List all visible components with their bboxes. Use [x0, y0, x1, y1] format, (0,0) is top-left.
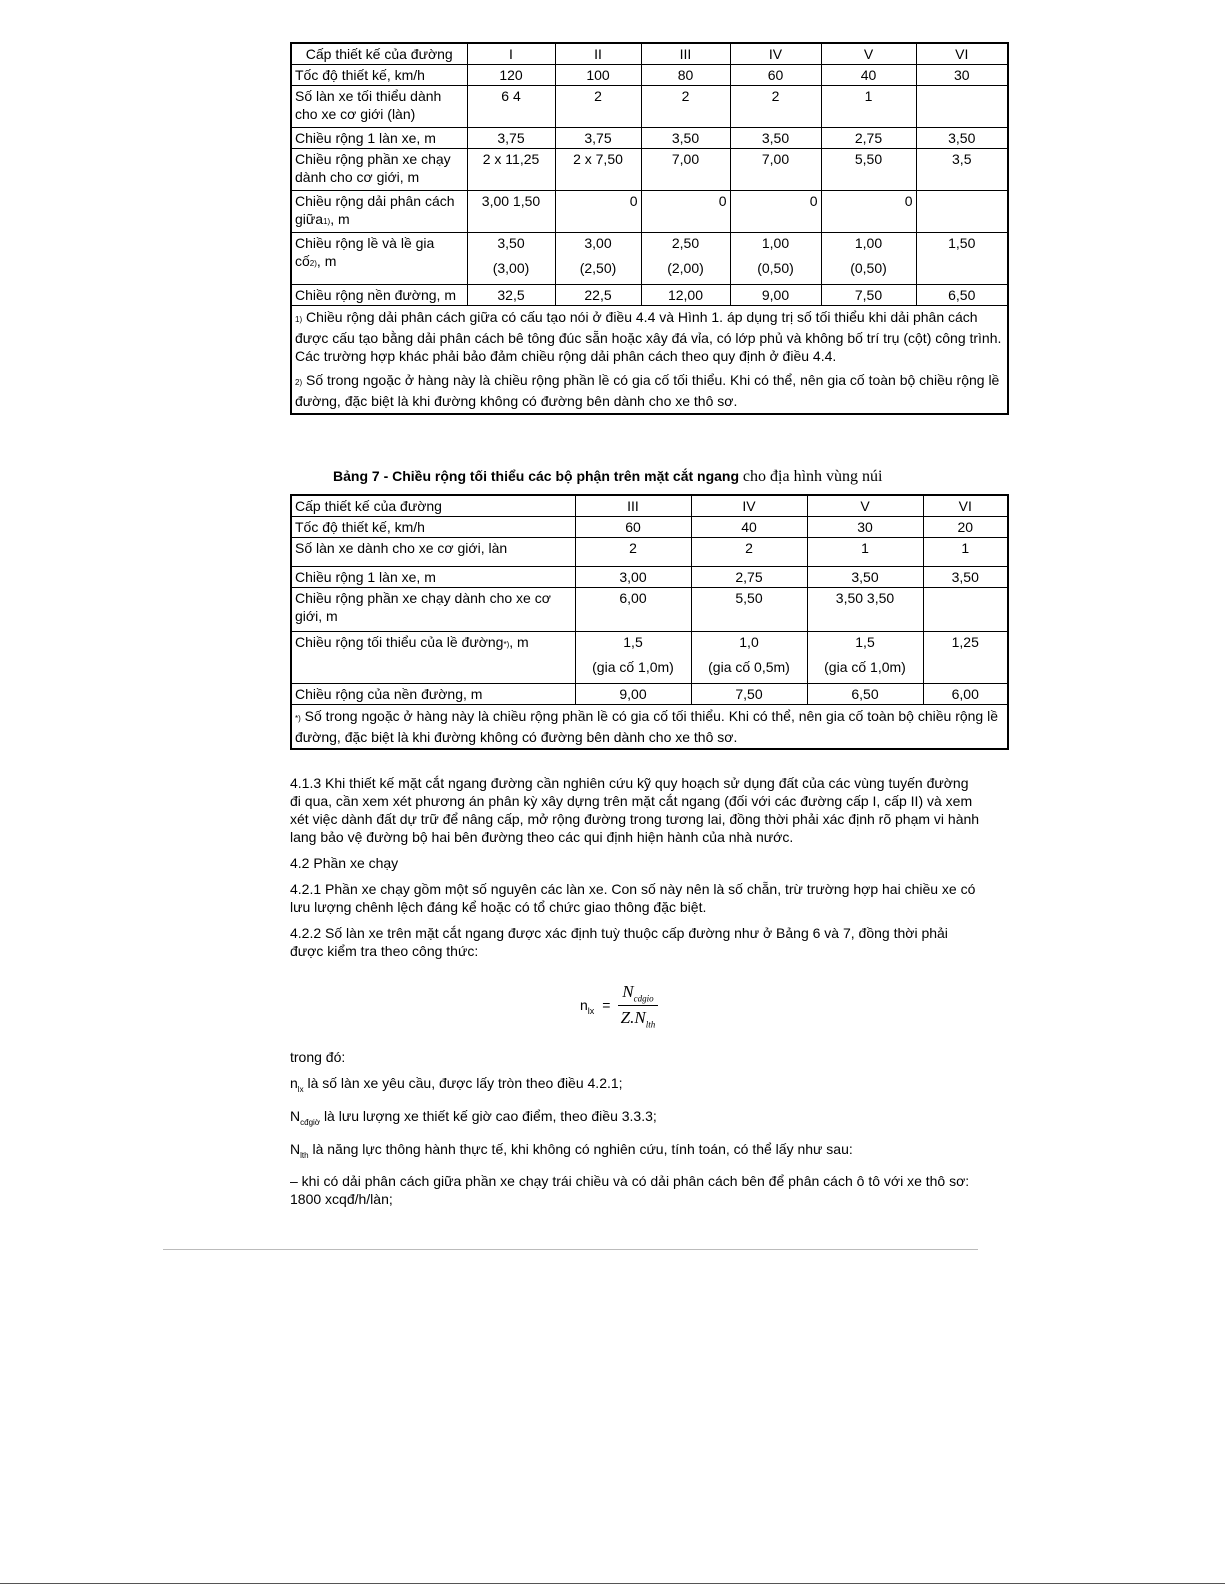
table-cell: 60: [730, 65, 821, 86]
table-cell: Chiều rộng phần xe chạy dành cho xe cơ giới, m: [291, 588, 575, 632]
footnote-text: Số trong ngoặc ở hàng này là chiều rộng phần lề có gia cố tối thiểu. Khi có thể, nên gia cố toàn bộ chiều rộng lề đường, đặc biệt là khi đường không có đường bên dành cho xe thô sơ.: [295, 708, 998, 745]
footnote-text: Số trong ngoặc ở hàng này là chiều rộng phần lề có gia cố tối thiểu. Khi có thể, nên gia cố toàn bộ chiều rộng lề đường, đặc biệt là khi đường không có đường bên dành cho xe thô sơ.: [295, 372, 1000, 409]
formula-num-sub: cdgio: [633, 993, 654, 1004]
table-cell: Chiều rộng 1 làn xe, m: [291, 128, 467, 149]
cell-value: 1,25: [951, 634, 979, 650]
table-row: [291, 149, 1008, 191]
table-7-caption: [333, 468, 882, 486]
table-cell: 2,75: [691, 567, 807, 588]
cell-value-paren: (0,50): [850, 260, 887, 276]
table-cell: 5,50: [821, 149, 916, 191]
row-label: Chiều rộng lề và lề gia cố: [295, 235, 435, 269]
table-cell: 120: [467, 65, 555, 86]
formula-denominator: [618, 1006, 657, 1029]
definition-nlx: [290, 1074, 980, 1099]
definitions: [290, 1048, 980, 1216]
table-cell: Chiều rộng của nền đường, m: [291, 684, 575, 705]
formula-numerator: [618, 982, 657, 1006]
formula-den-sub: lth: [645, 1019, 656, 1030]
table-row: [291, 538, 1008, 567]
table-cell: 6,00: [575, 588, 691, 632]
cell-value-paren: (gia cố 0,5m): [708, 659, 790, 675]
cell-value-paren: (2,50): [579, 260, 617, 276]
table-cell: 1: [821, 86, 916, 128]
table-cell: Số làn xe tối thiểu dành cho xe cơ giới (làn): [291, 86, 467, 128]
table-cell: [291, 632, 575, 684]
table-row: [291, 43, 1008, 65]
table-cell: 30: [916, 65, 1008, 86]
footnote-marker: 2): [309, 259, 317, 268]
row-label-unit: , m: [330, 211, 350, 227]
table-cell: [641, 233, 730, 285]
table-cell: 9,00: [730, 285, 821, 306]
cell-value: 1,5: [855, 634, 875, 650]
cell-value: 3,50: [497, 235, 525, 251]
paragraph-4-2-2: 4.2.2 Số làn xe trên mặt cắt ngang được xác định tuỳ thuộc cấp đường như ở Bảng 6 và 7, đồng thời phải được kiểm tra theo công thức:: [290, 925, 948, 959]
table-cell: 2,75: [821, 128, 916, 149]
formula-lhs: [580, 996, 595, 1016]
where-label: trong đó:: [290, 1049, 346, 1065]
table-row: [291, 632, 1008, 684]
table-row: [291, 517, 1008, 538]
table-cell: [555, 233, 641, 285]
table-cell: [291, 191, 467, 233]
row-label: Chiều rộng dải phân cách giữa: [295, 193, 455, 227]
definition-case-1: – khi có dải phân cách giữa phần xe chạy trái chiều và có dải phân cách bên để phân cách ô tô với xe thô sơ: 1800 xcqđ/h/làn;: [290, 1173, 970, 1208]
cell-value-paren: (gia cố 1,0m): [824, 659, 906, 675]
def-text: là lưu lượng xe thiết kế giờ cao điểm, theo điều 3.3.3;: [323, 1107, 657, 1124]
table-cell: V: [821, 43, 916, 65]
cell-value: 1,00: [854, 235, 883, 251]
table-cell: I: [467, 43, 555, 65]
def-text: là số làn xe yêu cầu, được lấy tròn theo điều 4.2.1;: [307, 1075, 623, 1091]
table-cell: [730, 233, 821, 285]
table-cell: 30: [807, 517, 923, 538]
table-cell: Tốc độ thiết kế, km/h: [291, 517, 575, 538]
table-cell: 0: [641, 191, 730, 233]
formula-lhs-symbol: n: [580, 996, 588, 1013]
footnote-1: [295, 308, 1004, 365]
table-cell: 3,50: [641, 128, 730, 149]
paragraph-4-1-3: 4.1.3 Khi thiết kế mặt cắt ngang đường cần nghiên cứu kỹ quy hoạch sử dụng đất của các vùng tuyến đường đi qua, cần xem xét phương án phân kỳ xây dựng trên mặt cắt ngang (đối với các đường cấp I, cấp II) và xem xét việc dành đất dự trữ để nâng cấp, mở rộng đường trong tương lai, đồng thời phải xác định rõ phạm vi hành lang bảo vệ đường bộ hai bên đường theo các qui định hiện hành của nhà nước.: [290, 775, 980, 845]
table-cell: 7,50: [691, 684, 807, 705]
table-cell: 3,00 1,50: [467, 191, 555, 233]
row-label-unit: , m: [509, 634, 529, 650]
formula-den-symbol: Z.N: [620, 1008, 646, 1028]
cell-value-paren: (2,00): [667, 260, 704, 276]
footnote-marker: 2): [295, 378, 303, 387]
table-cell: 40: [821, 65, 916, 86]
footnote-marker: *): [295, 714, 301, 723]
table-cell: 1: [807, 538, 923, 567]
table-cell: 3,50: [807, 567, 923, 588]
def-symbol-sub: lth: [300, 1150, 309, 1160]
table-cell: 2: [555, 86, 641, 128]
page-bottom-edge: [0, 1583, 1225, 1584]
table-6: [290, 42, 1009, 415]
table-row: [291, 65, 1008, 86]
table-cell: 5,50: [691, 588, 807, 632]
table-cell: 6 4: [467, 86, 555, 128]
table-row: [291, 588, 1008, 632]
table-cell: 1: [923, 538, 1008, 567]
table-cell: 32,5: [467, 285, 555, 306]
cell-value: 2,50: [671, 235, 700, 251]
table-cell: Số làn xe dành cho xe cơ giới, làn: [291, 538, 575, 567]
table-cell: 80: [641, 65, 730, 86]
table-cell: 22,5: [555, 285, 641, 306]
cell-value-paren: (3,00): [492, 260, 530, 276]
definition-ncdgio: [290, 1107, 980, 1132]
table-cell: 7,50: [821, 285, 916, 306]
table-cell: 2 x 11,25: [467, 149, 555, 191]
row-label: Chiều rộng tối thiểu của lề đường: [295, 634, 504, 650]
table-cell: [916, 233, 1008, 285]
def-symbol-sub: cđgiờ: [300, 1117, 321, 1127]
formula-lhs-sub: lx: [587, 1005, 595, 1016]
table-cell: [575, 632, 691, 684]
body-text: [290, 774, 980, 968]
row-label-unit: , m: [316, 253, 337, 269]
table-cell: II: [555, 43, 641, 65]
table-cell: [807, 632, 923, 684]
table-cell: Cấp thiết kế của đường: [291, 495, 575, 517]
table-cell: VI: [916, 43, 1008, 65]
lane-formula: [580, 982, 658, 1030]
table-cell: [916, 191, 1008, 233]
table-cell: 6,50: [807, 684, 923, 705]
table-cell: 3,75: [555, 128, 641, 149]
table-cell: 7,00: [730, 149, 821, 191]
table-cell: 2 x 7,50: [555, 149, 641, 191]
table-row: [291, 86, 1008, 128]
table-cell: 3,50: [923, 567, 1008, 588]
table-cell: 3,5: [916, 149, 1008, 191]
table-row: [291, 306, 1008, 415]
table-cell: [691, 632, 807, 684]
table-footnote: [291, 705, 1008, 750]
section-heading-4-2: 4.2 Phần xe chạy: [290, 855, 399, 871]
def-symbol: n: [290, 1075, 298, 1091]
table-cell: VI: [923, 495, 1008, 517]
page-divider: [163, 1249, 978, 1250]
table-cell: IV: [691, 495, 807, 517]
table-cell: III: [575, 495, 691, 517]
table-cell: Chiều rộng nền đường, m: [291, 285, 467, 306]
table-cell: [916, 86, 1008, 128]
caption-tail: cho địa hình vùng núi: [742, 468, 883, 485]
footnote-marker: *): [503, 640, 510, 649]
formula-num-symbol: N: [622, 982, 634, 1001]
table-footnotes: [291, 306, 1008, 415]
table-cell: Chiều rộng 1 làn xe, m: [291, 567, 575, 588]
table-cell: 2: [575, 538, 691, 567]
table-cell: 3,50: [730, 128, 821, 149]
cell-value: 1,0: [739, 634, 759, 650]
table-cell: 20: [923, 517, 1008, 538]
formula-equals: =: [602, 996, 611, 1013]
table-row: [291, 684, 1008, 705]
cell-value-paren: (0,50): [757, 260, 794, 276]
table-row: [291, 191, 1008, 233]
cell-value: 1,00: [761, 235, 790, 251]
def-symbol-sub: lx: [297, 1084, 304, 1094]
table-row: [291, 233, 1008, 285]
footnote-marker: 1): [323, 217, 331, 226]
table-cell: [821, 233, 916, 285]
table-cell: 0: [821, 191, 916, 233]
table-row: [291, 285, 1008, 306]
table-cell: Tốc độ thiết kế, km/h: [291, 65, 467, 86]
table-cell: 40: [691, 517, 807, 538]
table-cell: [467, 233, 555, 285]
cell-value: 3,00: [584, 235, 612, 251]
table-cell: IV: [730, 43, 821, 65]
table-cell: 6,00: [923, 684, 1008, 705]
def-symbol: N: [290, 1107, 301, 1124]
table-cell: 2: [641, 86, 730, 128]
table-cell: 12,00: [641, 285, 730, 306]
table-cell: 3,00: [575, 567, 691, 588]
def-text: là năng lực thông hành thực tế, khi không có nghiên cứu, tính toán, có thể lấy như sau:: [312, 1140, 853, 1157]
table-cell: [291, 233, 467, 285]
paragraph-4-2-1: 4.2.1 Phần xe chạy gồm một số nguyên các làn xe. Con số này nên là số chẵn, trừ trường hợp hai chiều xe có lưu lượng chênh lệch đáng kể hoặc có tổ chức giao thông đặc biệt.: [290, 881, 976, 915]
table-cell: 100: [555, 65, 641, 86]
table-cell: 6,50: [916, 285, 1008, 306]
cell-value-paren: (gia cố 1,0m): [592, 659, 674, 675]
table-cell: 2: [730, 86, 821, 128]
table-cell: [923, 588, 1008, 632]
table-row: [291, 128, 1008, 149]
table-cell: 3,75: [467, 128, 555, 149]
table-cell: Cấp thiết kế của đường: [291, 43, 467, 65]
table-7: [290, 494, 1009, 750]
footnote-2: [295, 371, 1004, 410]
table-cell: 2: [691, 538, 807, 567]
def-symbol: N: [290, 1140, 301, 1157]
table-row: [291, 567, 1008, 588]
table-row: [291, 705, 1008, 750]
table-cell: 0: [555, 191, 641, 233]
cell-value: 1,50: [948, 235, 976, 251]
table-cell: 3,50 3,50: [807, 588, 923, 632]
table-cell: V: [807, 495, 923, 517]
table-cell: [923, 632, 1008, 684]
cell-value: 1,5: [623, 634, 643, 650]
footnote-marker: 1): [295, 315, 303, 324]
table-cell: 60: [575, 517, 691, 538]
table-cell: III: [641, 43, 730, 65]
table-cell: Chiều rộng phần xe chạy dành cho cơ giới, m: [291, 149, 467, 191]
table-row: [291, 495, 1008, 517]
table-cell: 9,00: [575, 684, 691, 705]
table-cell: 0: [730, 191, 821, 233]
formula-fraction: [618, 982, 657, 1030]
table-cell: 3,50: [916, 128, 1008, 149]
table-cell: 7,00: [641, 149, 730, 191]
footnote-text: Chiều rộng dải phân cách giữa có cấu tạo nói ở điều 4.4 và Hình 1. áp dụng trị số tối thiểu khi dải phân cách được cấu tạo bằng dải phân cách bê tông đúc sẵn hoặc xây đá vỉa, có lớp phủ và không bố trí trụ (cột) công trình. Các trường hợp khác phải bảo đảm chiều rộng dải phân cách theo quy định ở điều 4.4.: [295, 309, 1002, 364]
caption-text: Bảng 7 - Chiều rộng tối thiểu các bộ phận trên mặt cắt ngang: [333, 468, 740, 484]
definition-nlth: [290, 1140, 980, 1165]
